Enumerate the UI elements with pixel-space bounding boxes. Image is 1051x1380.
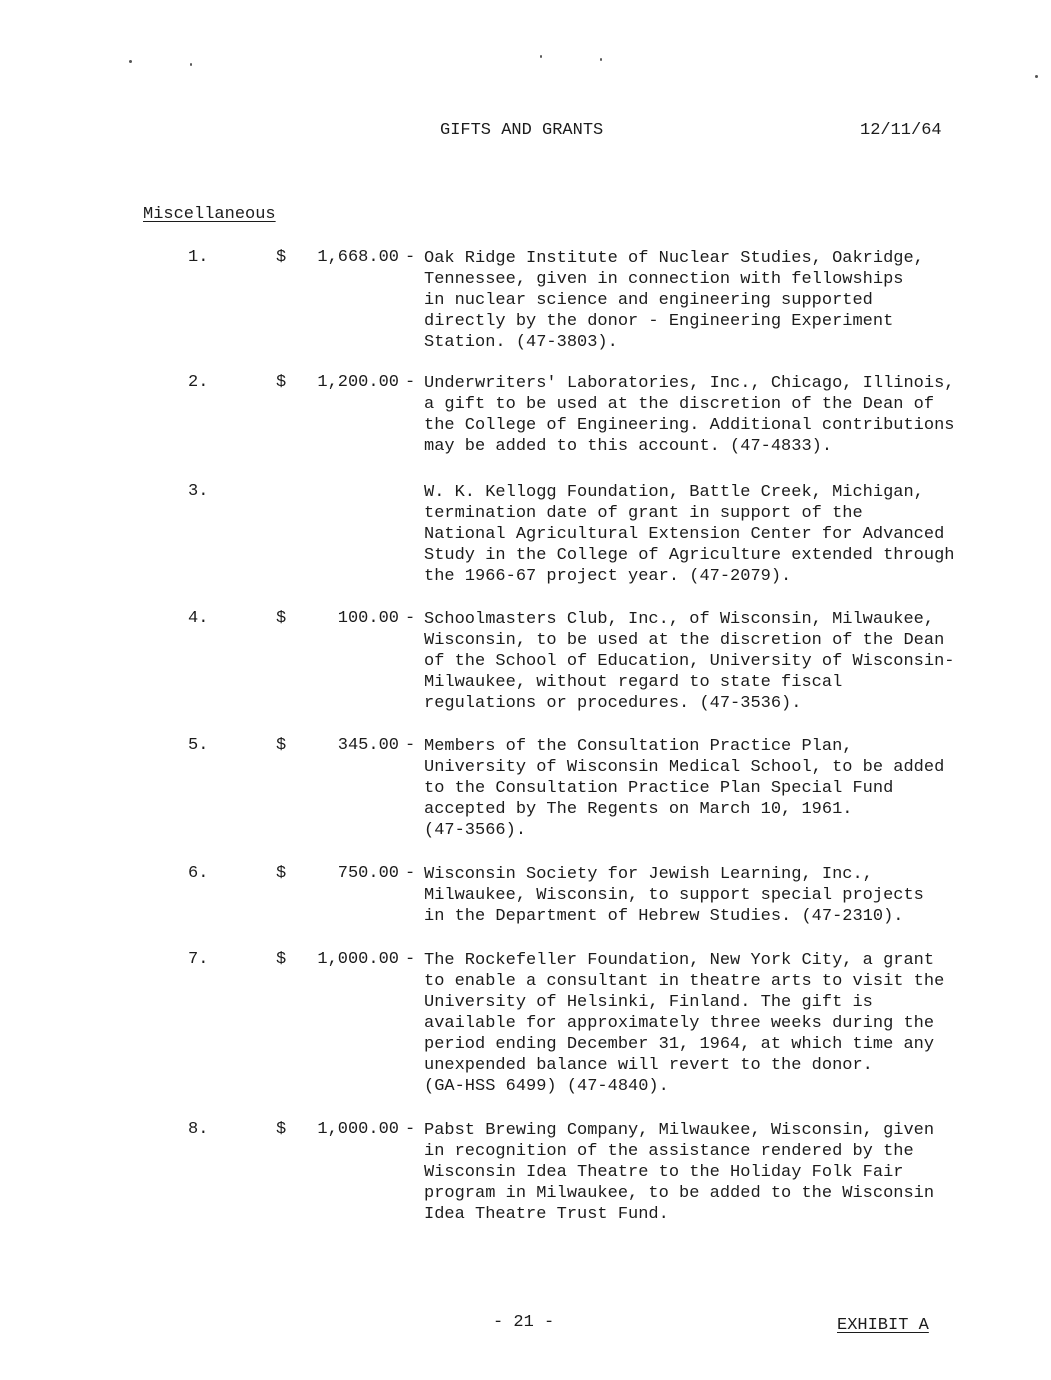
entry-description <box>424 950 944 1097</box>
entry-amount: 1,668.00 <box>317 248 399 267</box>
desc-line: Pabst Brewing Company, Milwaukee, Wisconsin, given <box>424 1121 935 1140</box>
desc-line: available for approximately three weeks during the <box>424 1014 935 1033</box>
desc-line: period ending December 31, 1964, at which time any <box>424 1035 935 1054</box>
desc-line: Wisconsin Society for Jewish Learning, Inc., <box>424 865 873 884</box>
desc-line: may be added to this account. (47-4833). <box>424 437 833 456</box>
entry-amount: 100.00 <box>337 609 399 628</box>
desc-line: accepted by The Regents on March 10, 1961. <box>424 800 853 819</box>
entry-number: 5. <box>188 736 209 755</box>
desc-line: The Rockefeller Foundation, New York City, a grant <box>424 951 935 970</box>
entry-number: 4. <box>188 609 209 628</box>
exhibit-label: EXHIBIT A <box>837 1316 929 1335</box>
desc-line: Idea Theatre Trust Fund. <box>424 1205 669 1224</box>
dollar-sign: $ <box>276 736 287 755</box>
entry-number: 6. <box>188 864 209 883</box>
desc-line: Underwriters' Laboratories, Inc., Chicago, Illinois, <box>424 374 955 393</box>
scan-speck <box>600 58 602 61</box>
dollar-sign: $ <box>276 373 287 392</box>
entry-number: 8. <box>188 1120 209 1139</box>
desc-line: Tennessee, given in connection with fellowships <box>424 270 904 289</box>
entry-number: 3. <box>188 482 209 501</box>
entry-dash: - <box>405 950 416 969</box>
entry-amount: 750.00 <box>337 864 399 883</box>
scan-speck <box>129 60 132 63</box>
entry-description <box>424 609 955 714</box>
desc-line: National Agricultural Extension Center for Advanced <box>424 525 945 544</box>
entry-dash: - <box>405 864 416 883</box>
entry-number: 1. <box>188 248 209 267</box>
desc-line: Milwaukee, Wisconsin, to support special projects <box>424 886 924 905</box>
scan-speck <box>190 63 192 66</box>
entry-description <box>424 864 924 927</box>
desc-line: Wisconsin Idea Theatre to the Holiday Folk Fair <box>424 1163 904 1182</box>
desc-line: Milwaukee, without regard to state fiscal <box>424 673 843 692</box>
desc-line: a gift to be used at the discretion of the Dean of <box>424 395 935 414</box>
page-date: 12/11/64 <box>860 121 942 140</box>
desc-line: of the School of Education, University of Wisconsin- <box>424 652 955 671</box>
entry-dash: - <box>405 609 416 628</box>
desc-line: to enable a consultant in theatre arts to visit the <box>424 972 945 991</box>
page-number: - 21 - <box>493 1313 555 1332</box>
entry-amount: 1,200.00 <box>317 373 399 392</box>
desc-line: University of Wisconsin Medical School, to be added <box>424 758 945 777</box>
entry-amount: 1,000.00 <box>317 950 399 969</box>
desc-line: Oak Ridge Institute of Nuclear Studies, Oakridge, <box>424 249 924 268</box>
desc-line: unexpended balance will revert to the donor. <box>424 1056 873 1075</box>
dollar-sign: $ <box>276 609 287 628</box>
entry-description <box>424 373 955 457</box>
desc-line: Station. (47-3803). <box>424 333 618 352</box>
desc-line: Schoolmasters Club, Inc., of Wisconsin, Milwaukee, <box>424 610 935 629</box>
desc-line: Wisconsin, to be used at the discretion of the Dean <box>424 631 945 650</box>
section-heading: Miscellaneous <box>143 205 276 224</box>
desc-line: to the Consultation Practice Plan Special Fund <box>424 779 894 798</box>
entry-dash: - <box>405 736 416 755</box>
scan-speck <box>1035 75 1038 78</box>
entry-amount: 1,000.00 <box>317 1120 399 1139</box>
desc-line: (47-3566). <box>424 821 527 840</box>
entry-description <box>424 736 944 841</box>
entry-number: 2. <box>188 373 209 392</box>
desc-line: regulations or procedures. (47-3536). <box>424 694 802 713</box>
dollar-sign: $ <box>276 864 287 883</box>
desc-line: in recognition of the assistance rendered by the <box>424 1142 914 1161</box>
desc-line: in nuclear science and engineering supported <box>424 291 873 310</box>
entry-description <box>424 1120 934 1225</box>
dollar-sign: $ <box>276 1120 287 1139</box>
desc-line: the College of Engineering. Additional contributions <box>424 416 955 435</box>
desc-line: W. K. Kellogg Foundation, Battle Creek, Michigan, <box>424 483 924 502</box>
desc-line: the 1966-67 project year. (47-2079). <box>424 567 792 586</box>
entry-dash: - <box>405 1120 416 1139</box>
page-title: GIFTS AND GRANTS <box>440 121 604 140</box>
entry-description <box>424 248 924 353</box>
entry-amount: 345.00 <box>337 736 399 755</box>
desc-line: directly by the donor - Engineering Experiment <box>424 312 894 331</box>
dollar-sign: $ <box>276 950 287 969</box>
desc-line: program in Milwaukee, to be added to the Wisconsin <box>424 1184 935 1203</box>
desc-line: termination date of grant in support of the <box>424 504 863 523</box>
dollar-sign: $ <box>276 248 287 267</box>
desc-line: Study in the College of Agriculture extended through <box>424 546 955 565</box>
desc-line: University of Helsinki, Finland. The gift is <box>424 993 873 1012</box>
entry-dash: - <box>405 248 416 267</box>
desc-line: (GA-HSS 6499) (47-4840). <box>424 1077 669 1096</box>
entry-description <box>424 482 955 587</box>
desc-line: in the Department of Hebrew Studies. (47-2310). <box>424 907 904 926</box>
desc-line: Members of the Consultation Practice Plan, <box>424 737 853 756</box>
entry-number: 7. <box>188 950 209 969</box>
scan-speck <box>540 55 542 58</box>
entry-dash: - <box>405 373 416 392</box>
